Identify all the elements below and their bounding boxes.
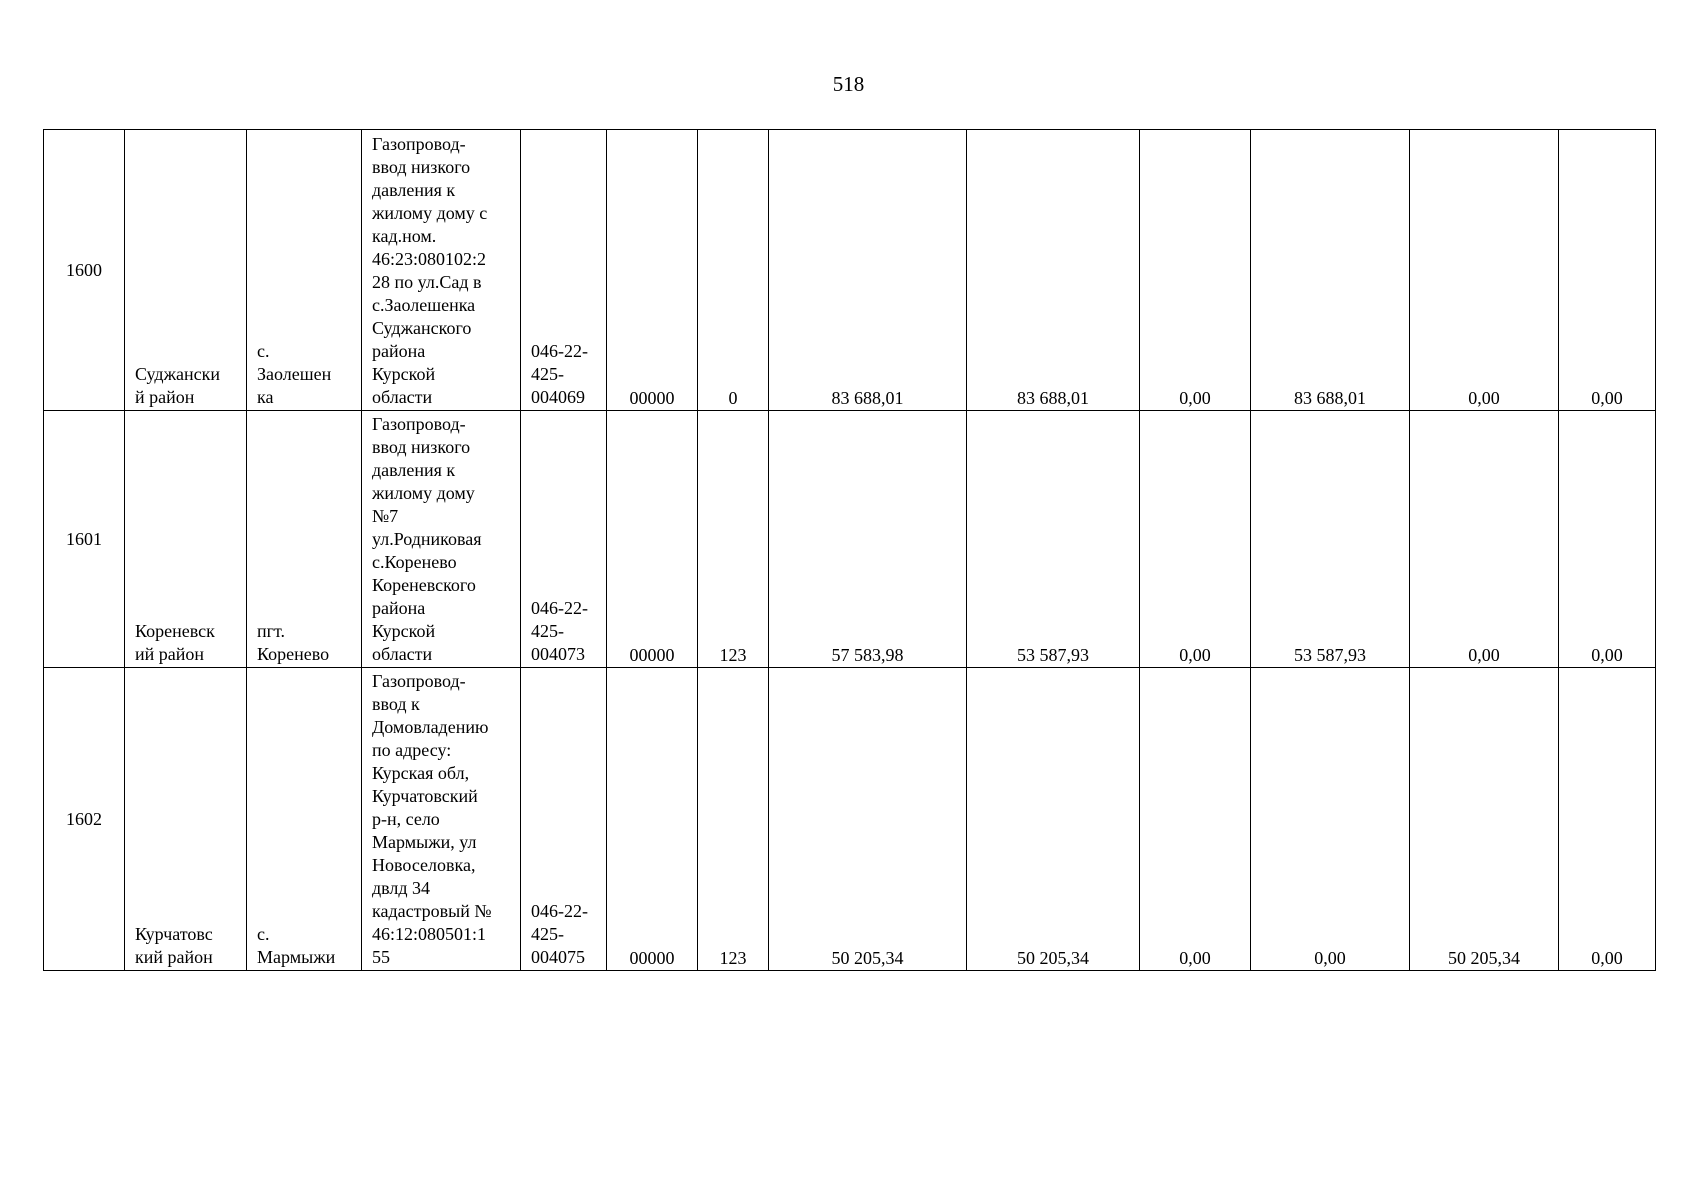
value-cell-5: 0,00 bbox=[1410, 411, 1559, 668]
value-cell-6: 0,00 bbox=[1559, 411, 1656, 668]
registration-number-cell: 046-22- 425- 004075 bbox=[521, 668, 607, 971]
value-cell-2: 53 587,93 bbox=[967, 411, 1140, 668]
object-description-cell: Газопровод- ввод низкого давления к жилому дому №7 ул.Родниковая с.Коренево Кореневского района Курской области bbox=[362, 411, 521, 668]
value-cell-4: 83 688,01 bbox=[1251, 130, 1410, 411]
quantity-cell: 123 bbox=[698, 668, 769, 971]
value-cell-6: 0,00 bbox=[1559, 130, 1656, 411]
value-cell-6: 0,00 bbox=[1559, 668, 1656, 971]
row-number: 1600 bbox=[44, 130, 125, 411]
code-cell: 00000 bbox=[607, 411, 698, 668]
row-number: 1602 bbox=[44, 668, 125, 971]
value-cell-5: 50 205,34 bbox=[1410, 668, 1559, 971]
quantity-cell: 123 bbox=[698, 411, 769, 668]
code-cell: 00000 bbox=[607, 668, 698, 971]
locality-cell: пгт. Коренево bbox=[247, 411, 362, 668]
object-description-cell: Газопровод- ввод низкого давления к жилому дому с кад.ном. 46:23:080102:2 28 по ул.Сад в с.Заолешенка Суджанского района Курской области bbox=[362, 130, 521, 411]
quantity-cell: 0 bbox=[698, 130, 769, 411]
table-row bbox=[44, 130, 1656, 411]
value-cell-4: 0,00 bbox=[1251, 668, 1410, 971]
registry-table bbox=[43, 129, 1656, 971]
district-cell: Суджански й район bbox=[125, 130, 247, 411]
district-cell: Курчатовс кий район bbox=[125, 668, 247, 971]
district-cell: Кореневск ий район bbox=[125, 411, 247, 668]
value-cell-1: 57 583,98 bbox=[769, 411, 967, 668]
page-number: 518 bbox=[832, 72, 865, 96]
table-row bbox=[44, 668, 1656, 971]
value-cell-1: 50 205,34 bbox=[769, 668, 967, 971]
table-row bbox=[44, 411, 1656, 668]
value-cell-3: 0,00 bbox=[1140, 130, 1251, 411]
value-cell-5: 0,00 bbox=[1410, 130, 1559, 411]
locality-cell: с. Заолешен ка bbox=[247, 130, 362, 411]
value-cell-3: 0,00 bbox=[1140, 668, 1251, 971]
value-cell-2: 83 688,01 bbox=[967, 130, 1140, 411]
value-cell-1: 83 688,01 bbox=[769, 130, 967, 411]
value-cell-2: 50 205,34 bbox=[967, 668, 1140, 971]
code-cell: 00000 bbox=[607, 130, 698, 411]
locality-cell: с. Мармыжи bbox=[247, 668, 362, 971]
row-number: 1601 bbox=[44, 411, 125, 668]
registration-number-cell: 046-22- 425- 004073 bbox=[521, 411, 607, 668]
registration-number-cell: 046-22- 425- 004069 bbox=[521, 130, 607, 411]
value-cell-4: 53 587,93 bbox=[1251, 411, 1410, 668]
value-cell-3: 0,00 bbox=[1140, 411, 1251, 668]
object-description-cell: Газопровод- ввод к Домовладению по адресу: Курская обл, Курчатовский р-н, село Мармыжи, ул Новоселовка, двлд 34 кадастровый № 46:12:080501:1 55 bbox=[362, 668, 521, 971]
